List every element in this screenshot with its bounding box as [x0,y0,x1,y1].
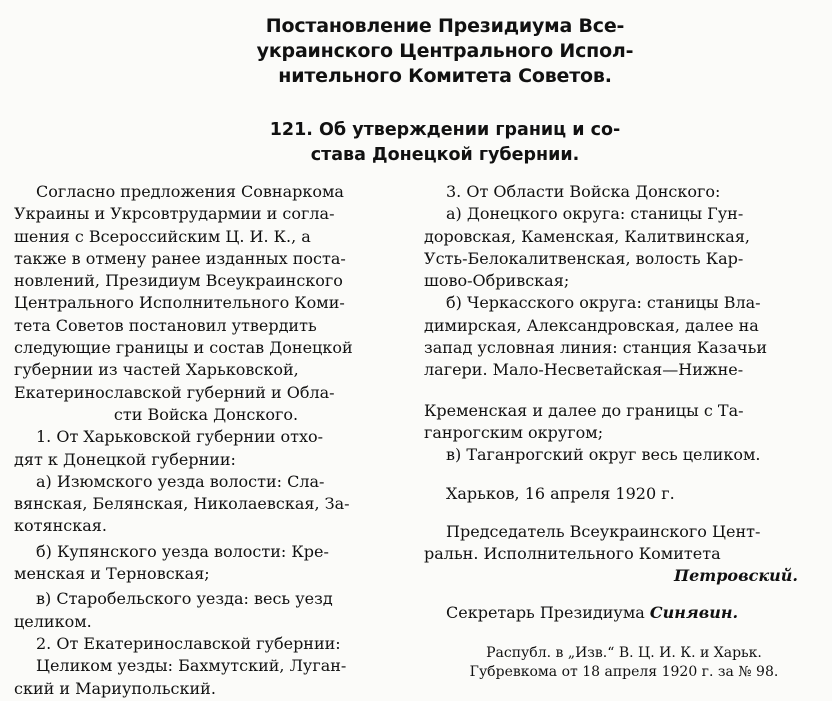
text-line: шово-Обривская; [424,271,570,291]
text-line: шения с Всероссийским Ц. И. К., а [14,226,311,246]
text-line: Председатель Всеукраинского Цент- [446,521,761,541]
left-column [14,181,398,700]
text-line: б) Купянского уезда волости: Кре- [36,541,329,561]
chairman-signature [424,521,824,588]
section-3c [424,444,824,466]
intro-paragraph [14,181,398,426]
section-1b [14,541,398,586]
text-line: Распубл. в „Изв.“ В. Ц. И. К. и Харьк. [486,645,762,662]
secretary-label: Секретарь Президиума [446,602,645,622]
text-line: Кременская и далее до границы с Та- [424,400,744,420]
text-line: 1. От Харьковской губернии отхо- [36,427,324,447]
section-2 [14,633,398,700]
text-line: ганрогским округом; [424,422,604,442]
text-line: Центрального Исполнительного Коми- [14,293,345,313]
text-line: дят к Донецкой губернии: [14,449,236,469]
text-line: а) Изюмского уезда волости: Сла- [36,471,325,491]
text-line: лагери. Мало-Несветайская—Нижне- [424,360,744,380]
text-line: в) Таганрогский округ весь целиком. [446,445,761,465]
text-line: следующие границы и состав Донецкой [14,338,353,358]
section-3b [424,292,824,381]
title-line: украинского Центрального Испол- [256,40,634,62]
title-line: Постановление Президиума Все- [265,15,625,37]
right-column [424,181,824,682]
text-line: в) Старобельского уезда: весь уезд [36,589,333,609]
text-line: доровская, Каменская, Калитвинская, [424,226,751,246]
section-1c [14,588,398,633]
text-line: новлений, Президиум Всеукраинского [14,271,343,291]
section-3 [424,181,824,203]
title-line: нительного Комитета Советов. [278,65,612,87]
document-title [230,14,660,89]
chairman-name: Петровский. [674,566,798,586]
text-line: Усть-Белокалитвенская, волость Кар- [424,248,744,268]
section-1a [14,471,398,538]
text-line: димирская, Александровская, далее на [424,315,759,335]
text-line: Целиком уезды: Бахмутский, Луган- [36,656,347,676]
text-line: 3. От Области Войска Донского: [446,182,721,201]
text-line: Екатеринославской губерний и Обла- [14,382,335,402]
text-line: а) Донецкого округа: станицы Гун- [446,204,744,224]
text-line: ральн. Исполнительного Комитета [424,544,721,564]
section-3b-continued [424,400,824,445]
text-line: запад условная линия: станция Казачьи [424,338,767,358]
text-line: б) Черкасского округа: станицы Вла- [446,293,761,313]
text-line: сти Войска Донского. [113,404,299,424]
place-date: Харьков, 16 апреля 1920 г. [446,483,675,503]
text-line: губернии из частей Харьковской, [14,360,299,380]
text-line: 2. От Екатеринославской губернии: [36,633,341,653]
resolution-heading [235,118,655,168]
text-line: менская и Терновская; [14,564,210,584]
section-3a [424,203,824,292]
section-1 [14,426,398,471]
text-line: Согласно предложения Совнаркома [36,182,344,201]
text-line: тета Советов постановил утвердить [14,315,317,335]
text-line: Украины и Укрсовтрудармии и согла- [14,204,335,224]
text-line: целиком. [14,611,92,631]
text-line: вянская, Белянская, Николаевская, За- [14,494,350,514]
text-line: Губревкома от 18 апреля 1920 г. за № 98. [469,664,779,681]
subtitle-line: става Донецкой губернии. [310,145,580,165]
text-line: котянская. [14,516,107,536]
secretary-name: Синявин. [649,602,739,622]
publication-note [424,644,824,682]
text-line: также в отмену ранее изданных поста- [14,248,346,268]
text-line: ский и Мариупольский. [14,678,216,698]
subtitle-line: 121. Об утверждении границ и со- [269,120,621,140]
secretary-signature [424,602,824,624]
